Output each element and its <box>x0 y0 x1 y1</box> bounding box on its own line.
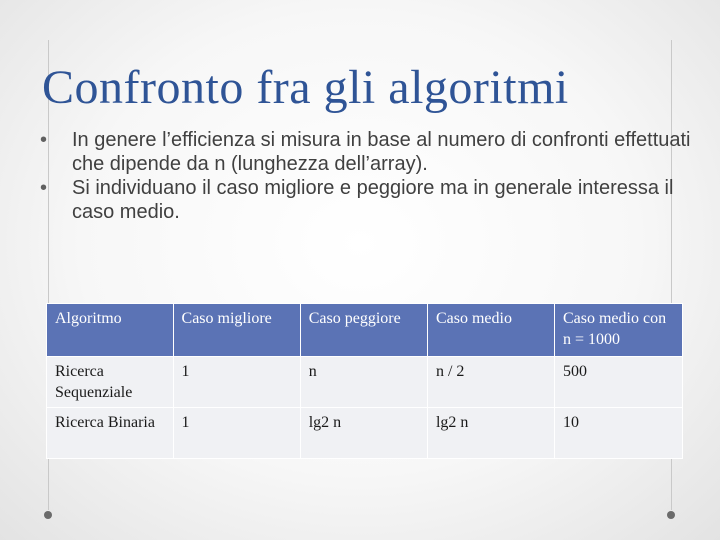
table-header-row <box>47 304 683 357</box>
table-cell: Ricerca Sequenziale <box>47 357 174 408</box>
bullet-item <box>30 176 695 224</box>
table-cell: Ricerca Binaria <box>47 408 174 459</box>
table-row <box>47 357 683 408</box>
slide-title: Confronto fra gli algoritmi <box>42 61 569 114</box>
bullet-icon: • <box>40 177 48 199</box>
table-cell: lg2 n <box>427 408 554 459</box>
table-cell: 1 <box>173 357 300 408</box>
bullet-icon: • <box>40 129 48 151</box>
table-row <box>47 408 683 459</box>
table-cell: n <box>300 357 427 408</box>
table-cell: n / 2 <box>427 357 554 408</box>
table-cell: 10 <box>554 408 682 459</box>
table-cell: lg2 n <box>300 408 427 459</box>
header-cell-caso-peggiore: Caso peggiore <box>300 304 427 357</box>
bottom-right-dot <box>667 511 675 519</box>
header-cell-caso-medio-1000: Caso medio con n = 1000 <box>554 304 682 357</box>
bullet-item <box>30 128 695 176</box>
bullet-text: In genere l’efficienza si misura in base al numero di confronti effettuati che dipende da n (lunghezza dell’array). <box>72 129 691 175</box>
bullet-list <box>30 128 695 224</box>
table-cell: 500 <box>554 357 682 408</box>
comparison-table <box>46 303 683 459</box>
header-cell-caso-medio: Caso medio <box>427 304 554 357</box>
header-cell-caso-migliore: Caso migliore <box>173 304 300 357</box>
bottom-left-dot <box>44 511 52 519</box>
header-cell-algoritmo: Algoritmo <box>47 304 174 357</box>
bullet-text: Si individuano il caso migliore e peggiore ma in generale interessa il caso medio. <box>72 177 674 223</box>
table-cell: 1 <box>173 408 300 459</box>
